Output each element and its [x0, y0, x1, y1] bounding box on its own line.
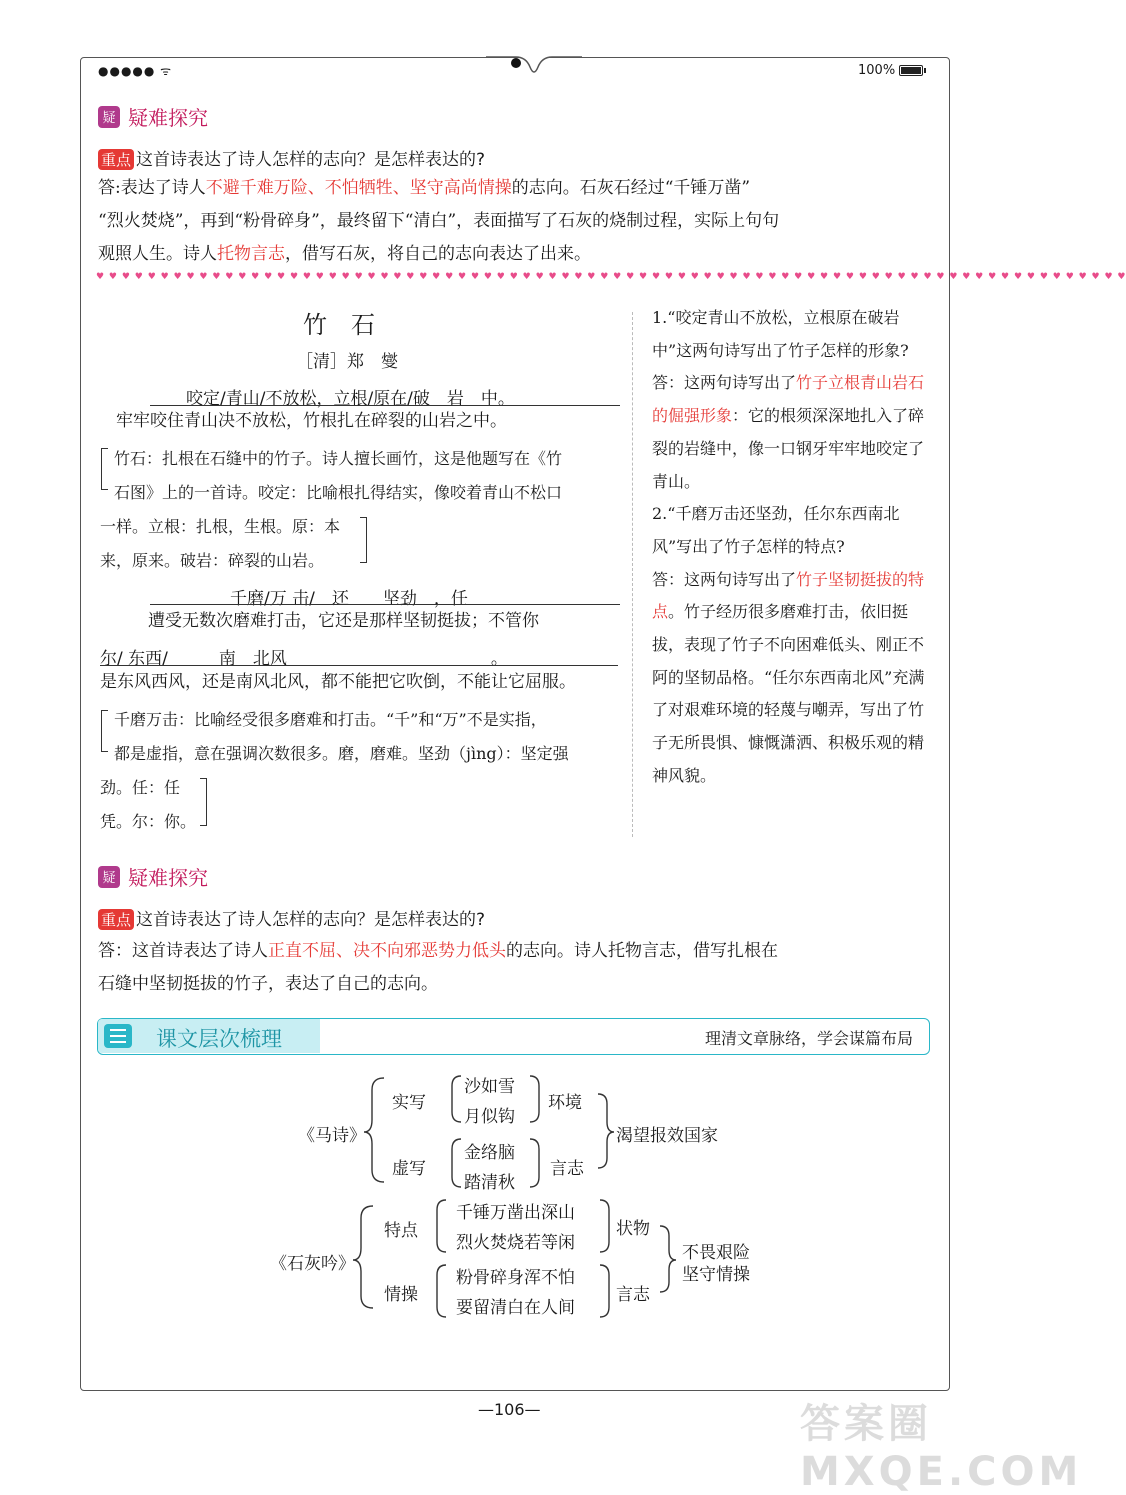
poem-translation: 牢牢咬住青山决不放松，竹根扎在碎裂的山岩之中。: [116, 411, 507, 431]
answer-text: 的志向。石灰石经过“千锤万凿”: [511, 178, 751, 198]
outline-node: 特点: [384, 1221, 418, 1241]
outline-node: 情操: [384, 1285, 418, 1305]
answer-text: 石缝中坚韧挺拔的竹子，表达了自己的志向。: [98, 974, 438, 994]
note-line: 劲。任：任: [100, 778, 181, 797]
question-icon: 疑: [98, 866, 120, 888]
qa-answer-highlight: 竹子立根青山岩石的倔强形象: [652, 373, 925, 426]
outline-node: 言志: [616, 1285, 650, 1305]
outline-node: 踏清秋: [464, 1173, 515, 1193]
outline-result: 坚守情操: [682, 1265, 750, 1285]
answer-text: 的志向。诗人托物言志，借写扎根在: [506, 941, 778, 961]
qa-question: 2.“千磨万击还坚劲，任尔东西南北风”写出了竹子怎样的特点?: [652, 504, 900, 556]
note-line: 竹石：扎根在石缝中的竹子。诗人擅长画竹，这是他题写在《竹: [114, 449, 563, 468]
signal-icon: ●●●●● ᯤ: [98, 64, 173, 78]
outline-node: 状物: [616, 1219, 650, 1239]
qa-answer-highlight: 竹子坚韧挺拔的特点: [652, 569, 925, 622]
note-line: 凭。尔：你。: [100, 812, 197, 831]
outline-node: 要留清白在人间: [456, 1298, 575, 1318]
poem-translation: 是东风西风，还是南风北风，都不能把它吹倒，不能让它屈服。: [100, 672, 576, 692]
answer-highlight: 托物言志: [217, 244, 285, 264]
outline-result: 不畏艰险: [682, 1243, 750, 1263]
qa-answer: 。竹子经历很多磨难打击，依旧挺拔，表现了竹子不向困难低头、刚正不阿的坚韧品格。“任尔东西南北风”充满了对艰难环境的轻蔑与嘲弄，写出了竹子无所畏惧、慷慨潇洒、积极乐观的精神风貌。: [652, 602, 925, 785]
outline-node: 虚写: [392, 1159, 426, 1179]
question-text: 这首诗表达了诗人怎样的志向？是怎样表达的?: [136, 910, 486, 930]
poem-author: ［清］郑 燮: [296, 352, 398, 372]
note-line: 石图》上的一首诗。咬定：比喻根扎得结实，像咬着青山不松口: [114, 483, 563, 502]
outline-poem: 《马诗》: [298, 1126, 366, 1146]
page-number: —106—: [478, 1400, 541, 1419]
section-title-text: 疑难探究: [128, 866, 208, 890]
qa-question: 1.“咬定青山不放松，立根原在破岩中”这两句诗写出了竹子怎样的形象?: [652, 308, 909, 360]
poem-line: 咬定/青山/不放松，立根/原在/破 岩 中。: [186, 389, 515, 409]
answer-highlight: 正直不屈、决不向邪恶势力低头: [268, 941, 506, 961]
banner-title: 课文层次梳理: [156, 1027, 282, 1051]
note-line: 都是虚指，意在强调次数很多。磨，磨难。坚劲（jìng）：坚定强: [114, 744, 569, 763]
outline-result: 渴望报效国家: [616, 1126, 718, 1146]
answer-highlight: 不避千难万险、不怕牺牲、坚守高尚情操: [205, 178, 512, 198]
note-line: 来，原来。破岩：碎裂的山岩。: [100, 551, 325, 570]
outline-node: 言志: [550, 1159, 584, 1179]
qa-answer: 答：这两句诗写出了: [652, 373, 797, 393]
question-text: 这首诗表达了诗人怎样的志向？是怎样表达的?: [136, 150, 486, 170]
qa-answer: 答：这两句诗写出了: [652, 569, 797, 589]
poem-title: 竹 石: [303, 311, 375, 339]
poem-translation: 遭受无数次磨难打击，它还是那样坚韧挺拔；不管你: [148, 611, 539, 631]
watermark: 答案圈 MXQE.COM: [800, 1401, 1083, 1495]
question-icon: 疑: [98, 106, 120, 128]
outline-node: 月似钩: [464, 1107, 515, 1127]
outline-node: 实写: [392, 1093, 426, 1113]
outline-node: 千锤万凿出深山: [456, 1203, 575, 1223]
key-point-badge: 重点: [98, 909, 134, 930]
answer-text: ，借写石灰，将自己的志向表达了出来。: [285, 244, 591, 264]
note-line: 千磨万击：比喻经受很多磨难和打击。“千”和“万”不是实指，: [114, 710, 547, 729]
battery-label: 100%: [858, 63, 896, 78]
outline-node: 粉骨碎身浑不怕: [456, 1268, 575, 1288]
answer-text: 观照人生。诗人: [98, 244, 217, 264]
qa-answer: ：它的根须深深地扎入了碎裂的岩缝中，像一口钢牙牢牢地咬定了青山。: [652, 406, 925, 491]
key-point-badge: 重点: [98, 149, 134, 170]
answer-text: “烈火焚烧”，再到“粉骨碎身”，最终留下“清白”，表面描写了石灰的烧制过程，实际上句句: [98, 211, 780, 231]
outline-node: 环境: [548, 1093, 582, 1113]
heart-divider: ♥ ♥ ♥ ♥ ♥ ♥ ♥ ♥ ♥ ♥ ♥ ♥ ♥ ♥ ♥ ♥ ♥ ♥ ♥ ♥ ♥ ♥ ♥ ♥ ♥ ♥ ♥ ♥ ♥ ♥ ♥ ♥ ♥ ♥ ♥ ♥ ♥ ♥ ♥ ♥ ♥ ♥ ♥ ♥ ♥ ♥ ♥ ♥ ♥ ♥ ♥ ♥ ♥ ♥ ♥ ♥ ♥ ♥ ♥ ♥ ♥ ♥ ♥ ♥ ♥ ♥ ♥ ♥ ♥ ♥ ♥ ♥ ♥ ♥ ♥ ♥ ♥ ♥ ♥ ♥: [96, 272, 1126, 282]
outline-node: 烈火焚烧若等闲: [456, 1233, 575, 1253]
section-title-text: 疑难探究: [128, 106, 208, 130]
answer-text: 答：这首诗表达了诗人: [98, 941, 268, 961]
note-line: 一样。立根：扎根，生根。原：本: [100, 517, 341, 536]
poem-line: 千磨/万 击/ 还 坚劲 ，任: [230, 589, 468, 609]
poem-line: 尔/ 东西/ 南 北风 。: [100, 649, 508, 669]
banner-subtitle: 理清文章脉络，学会谋篇布局: [704, 1029, 913, 1048]
answer-text: 答:表达了诗人: [98, 178, 206, 198]
outline-node: 沙如雪: [464, 1077, 515, 1097]
outline-poem: 《石灰吟》: [270, 1254, 355, 1274]
outline-node: 金络脑: [464, 1143, 515, 1163]
